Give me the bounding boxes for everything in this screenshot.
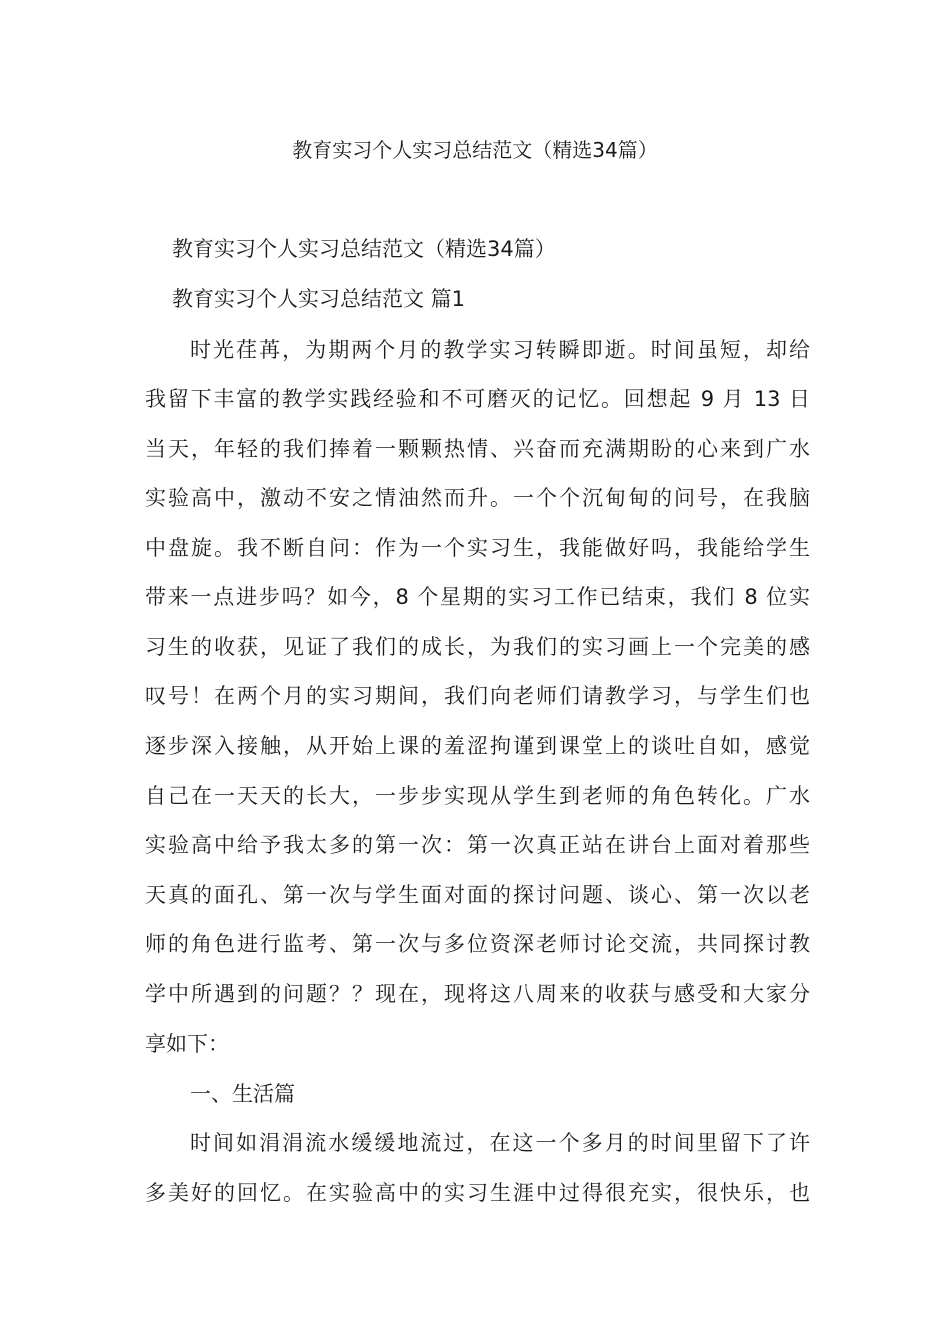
- paragraph-line: 我留下丰富的教学实践经验和不可磨灭的记忆。回想起 9 月 13 日: [145, 387, 811, 411]
- paragraph-line: 天真的面孔、第一次与学生面对面的探讨问题、谈心、第一次以老: [145, 883, 810, 907]
- section-heading: 教育实习个人实习总结范文 篇1: [172, 287, 466, 311]
- paragraph-line: 叹号！在两个月的实习期间，我们向老师们请教学习，与学生们也: [145, 684, 810, 708]
- paragraph-line: 时光荏苒，为期两个月的教学实习转瞬即逝。时间虽短，却给: [190, 338, 810, 362]
- paragraph-line: 带来一点进步吗？如今，8 个星期的实习工作已结束，我们 8 位实: [145, 585, 810, 609]
- document-title: 教育实习个人实习总结范文（精选34篇）: [292, 138, 658, 162]
- paragraph-line: 逐步深入接触，从开始上课的羞涩拘谨到课堂上的谈吐自如，感觉: [145, 734, 810, 758]
- section-heading-life: 一、生活篇: [190, 1082, 295, 1106]
- paragraph-line: 享如下：: [145, 1032, 229, 1056]
- paragraph-line: 学中所遇到的问题？？现在，现将这八周来的收获与感受和大家分: [145, 982, 810, 1006]
- paragraph-line: 时间如涓涓流水缓缓地流过，在这一个多月的时间里留下了许: [190, 1131, 810, 1155]
- paragraph-line: 师的角色进行监考、第一次与多位资深老师讨论交流，共同探讨教: [145, 932, 810, 956]
- paragraph-line: 习生的收获，见证了我们的成长，为我们的实习画上一个完美的感: [145, 635, 810, 659]
- document-subtitle: 教育实习个人实习总结范文（精选34篇）: [172, 237, 556, 261]
- paragraph-line: 中盘旋。我不断自问：作为一个实习生，我能做好吗，我能给学生: [145, 536, 810, 560]
- paragraph-line: 当天，年轻的我们捧着一颗颗热情、兴奋而充满期盼的心来到广水: [145, 437, 810, 461]
- paragraph-line: 实验高中给予我太多的第一次：第一次真正站在讲台上面对着那些: [145, 833, 810, 857]
- paragraph-line: 实验高中，激动不安之情油然而升。一个个沉甸甸的问号，在我脑: [145, 486, 810, 510]
- paragraph-line: 多美好的回忆。在实验高中的实习生涯中过得很充实，很快乐，也: [145, 1181, 810, 1205]
- paragraph-line: 自己在一天天的长大，一步步实现从学生到老师的角色转化。广水: [145, 784, 810, 808]
